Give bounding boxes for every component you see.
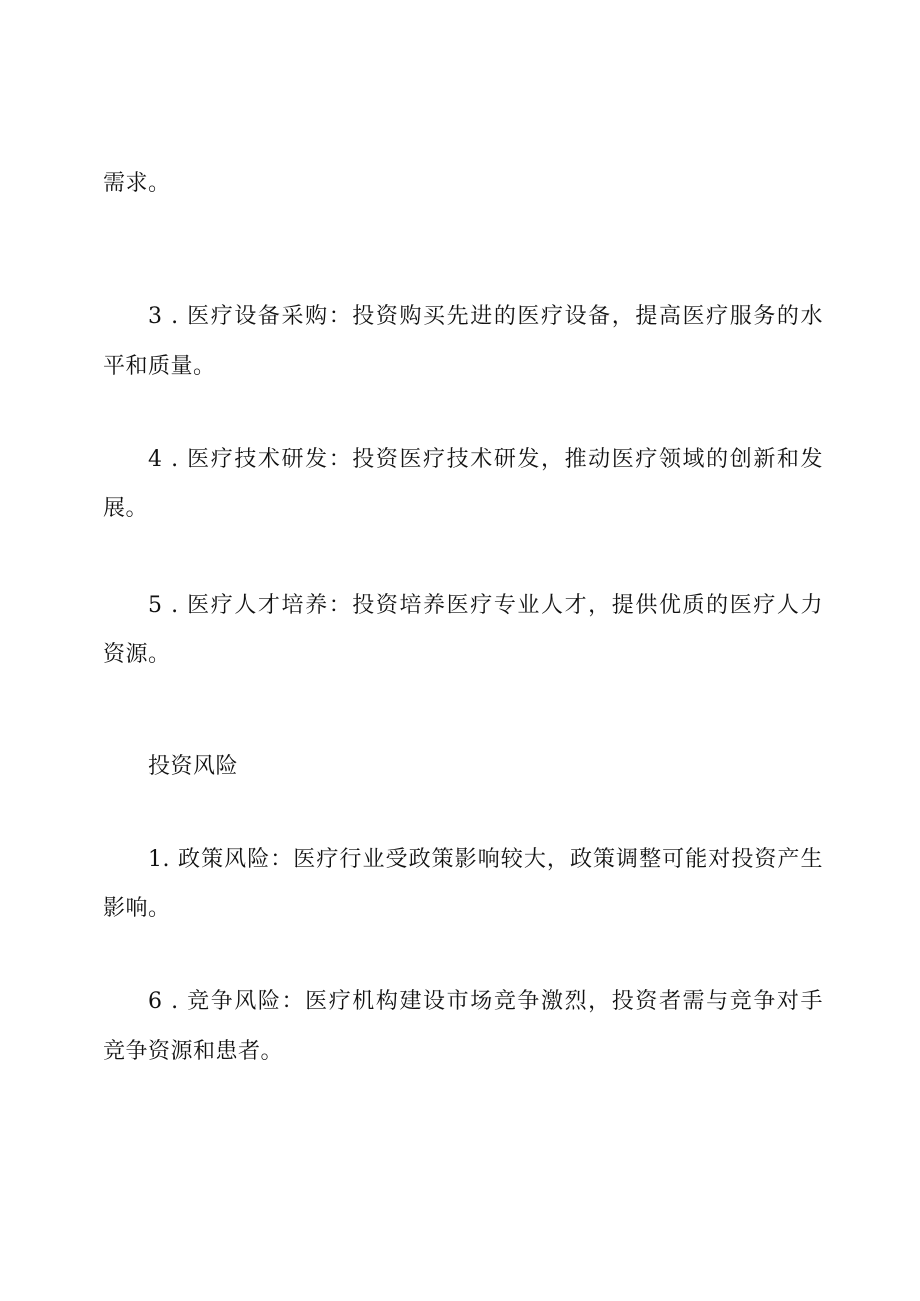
list-item-4-line-2: 展。 (103, 496, 149, 521)
list-item-5-line-2: 资源。 (103, 642, 171, 667)
list-item-3-line-2: 平和质量。 (103, 354, 216, 379)
list-item-4-line-1: 4 . 医疗技术研发：投资医疗技术研发，推动医疗领域的创新和发 (148, 447, 823, 472)
list-item-3-line-1: 3 . 医疗设备采购：投资购买先进的医疗设备，提高医疗服务的水 (148, 304, 823, 329)
risk-item-1-line-1: 1. 政策风险：医疗行业受政策影响较大，政策调整可能对投资产生 (148, 847, 823, 872)
list-item-5-line-1: 5 . 医疗人才培养：投资培养医疗专业人才，提供优质的医疗人力 (148, 593, 823, 618)
paragraph-continuation: 需求。 (103, 171, 171, 196)
section-heading: 投资风险 (148, 754, 239, 779)
risk-item-6-line-1: 6 . 竞争风险：医疗机构建设市场竞争激烈，投资者需与竞争对手 (148, 989, 823, 1014)
risk-item-6-line-2: 竞争资源和患者。 (103, 1039, 284, 1064)
risk-item-1-line-2: 影响。 (103, 896, 171, 921)
